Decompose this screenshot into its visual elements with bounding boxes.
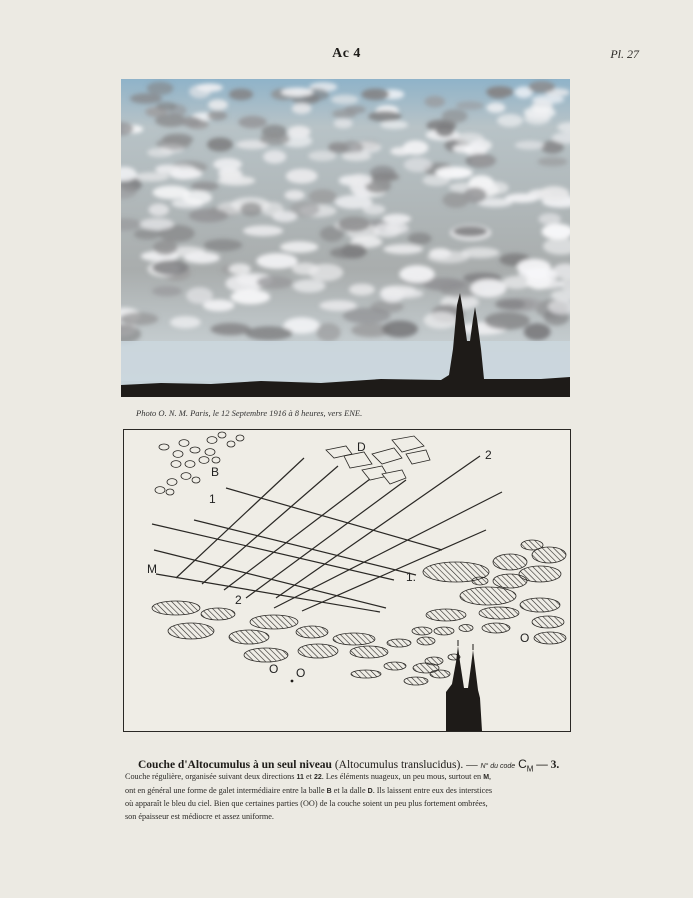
label-1-lower: 1. bbox=[406, 570, 417, 584]
description-line: Couche régulière, organisée suivant deux directions 11 et 22. Les éléments nuageux, un peu mous, surtout en M, bbox=[125, 772, 492, 781]
title-latin: (Altocumulus translucidus). bbox=[334, 759, 464, 771]
description-text bbox=[125, 771, 577, 823]
photo-caption: Photo O. N. M. Paris, le 12 Septembre 1916 à 8 heures, vers ENE. bbox=[136, 408, 363, 418]
plate-code: Ac 4 bbox=[332, 46, 361, 61]
code-value: — 3. bbox=[533, 759, 560, 771]
description-line: son épaisseur est médiocre et assez uniforme. bbox=[125, 811, 274, 821]
label-2-upper: 2 bbox=[485, 448, 492, 462]
label-B: B bbox=[211, 465, 220, 479]
label-D: D bbox=[357, 440, 366, 454]
label-O-mid: O bbox=[296, 666, 306, 680]
cloud-diagram bbox=[123, 429, 571, 732]
label-O-right: O bbox=[520, 631, 530, 645]
description-line: où apparaît le bleu du ciel. Bien que certaines parties (OO) de la couche soient un peu plus fortement ombrées, bbox=[125, 799, 488, 809]
code-symbol: $C_M$ bbox=[518, 757, 534, 774]
plate-number: Pl. 27 bbox=[610, 47, 639, 61]
label-2-lower: 2 bbox=[235, 593, 242, 607]
label-O-left: O bbox=[269, 662, 279, 676]
label-1-upper: 1 bbox=[209, 492, 216, 506]
cloud-photograph bbox=[121, 79, 570, 397]
label-M: M bbox=[147, 562, 157, 576]
code-label: N° du code bbox=[480, 763, 516, 770]
title-dash: — bbox=[466, 759, 481, 771]
description-line: ont en général une forme de galet intermédiaire entre la balle B et la dalle D. Ils laissent entre eux des interstices bbox=[125, 785, 493, 795]
title-main: Couche d'Altocumulus à un seul niveau bbox=[138, 759, 332, 771]
